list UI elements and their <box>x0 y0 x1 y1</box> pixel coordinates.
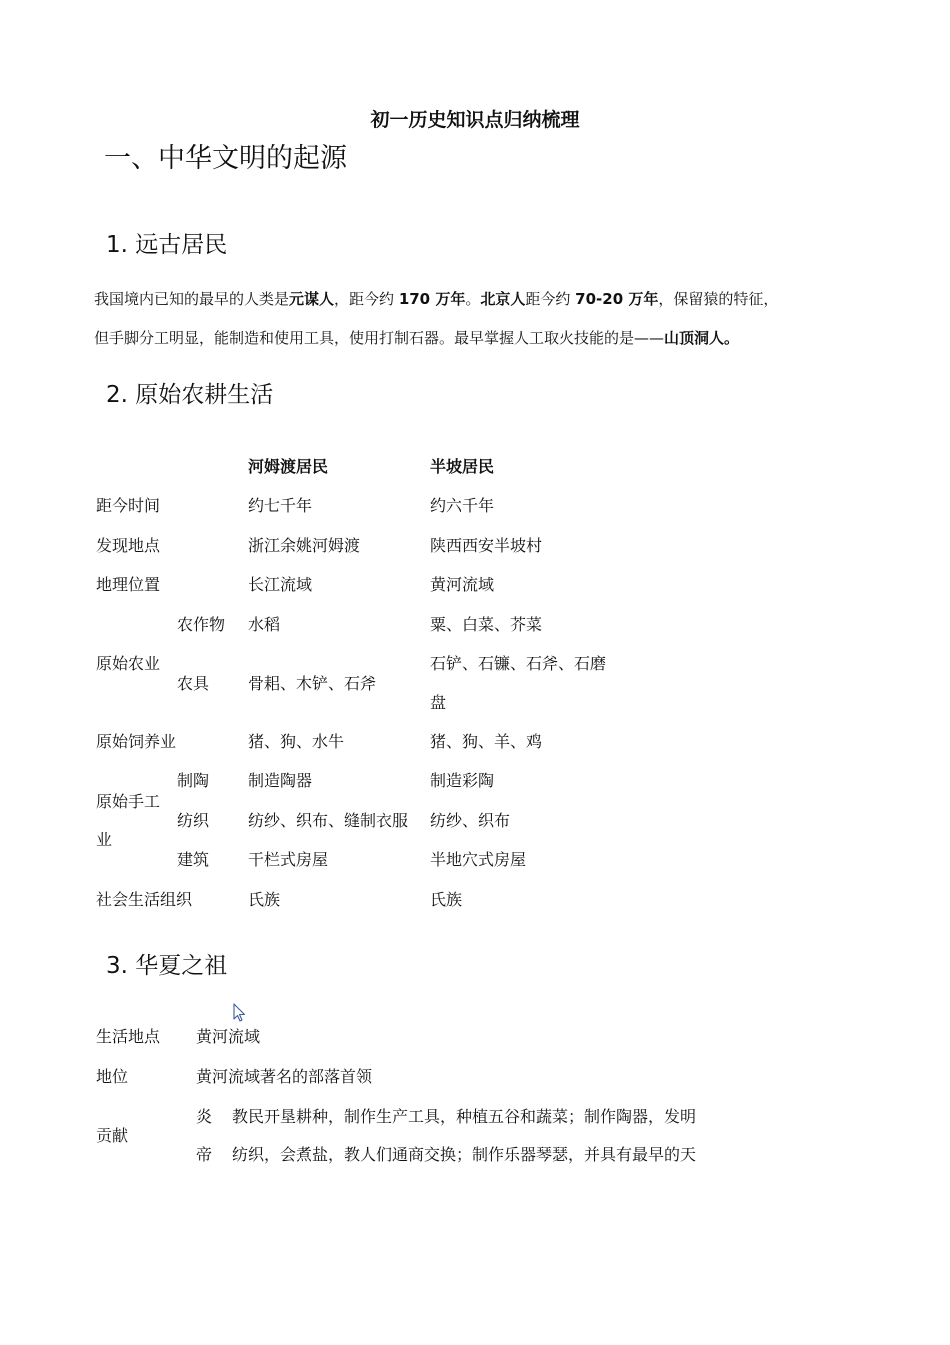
row-label-agriculture: 原始农业 <box>96 654 161 673</box>
row-label-geo: 地理位置 <box>96 575 161 594</box>
sub-label-crops: 农作物 <box>177 615 226 634</box>
text-segment: ，距今约 <box>334 290 399 308</box>
paragraph-ancient-residents-line1 <box>94 280 864 319</box>
text-segment: 我国境内已知的最早的人类是 <box>94 290 290 308</box>
cell-status: 黄河流域著名的部落首领 <box>196 1067 373 1086</box>
sub-label-building: 建筑 <box>177 850 210 869</box>
cell-banpo-pottery: 制造彩陶 <box>430 771 495 790</box>
bold-years-peking: 70-20 万年 <box>575 290 659 308</box>
cell-who-line2: 帝 <box>196 1145 213 1164</box>
cell-hemudu-place: 浙江余姚河姆渡 <box>248 536 361 555</box>
sub-label-weaving: 纺织 <box>177 811 210 830</box>
cell-hemudu-building: 干栏式房屋 <box>248 850 329 869</box>
row-label-living-place: 生活地点 <box>96 1027 161 1046</box>
column-header-hemudu: 河姆渡居民 <box>248 457 329 476</box>
bold-years-yuanmou: 170 万年 <box>398 290 466 308</box>
paragraph-ancient-residents-line2 <box>94 319 864 358</box>
cell-hemudu-husbandry: 猪、狗、水牛 <box>248 732 345 751</box>
text-segment: ，保留猿的特征， <box>658 290 779 308</box>
cell-banpo-place: 陕西西安半坡村 <box>430 536 543 555</box>
cell-living-place: 黄河流域 <box>196 1027 261 1046</box>
row-label-handicraft-line1: 原始手工 <box>96 792 161 811</box>
document-title: 初一历史知识点归纳梳理 <box>370 109 580 131</box>
cell-contribution-line2: 纺织，会煮盐，教人们通商交换；制作乐器琴瑟，并具有最早的天 <box>232 1145 697 1164</box>
row-label-time: 距今时间 <box>96 496 161 515</box>
row-label-husbandry: 原始饲养业 <box>96 732 177 751</box>
section-heading-huaxia-ancestors: 3. 华夏之祖 <box>106 953 228 979</box>
cell-banpo-husbandry: 猪、狗、羊、鸡 <box>430 732 543 751</box>
chapter-heading: 一、中华文明的起源 <box>104 143 347 174</box>
text-segment: 。 <box>465 290 481 308</box>
cell-banpo-building: 半地穴式房屋 <box>430 850 527 869</box>
row-label-handicraft-line2: 业 <box>96 830 113 849</box>
cell-banpo-tools-line1: 石铲、石镰、石斧、石磨 <box>430 654 607 673</box>
cell-hemudu-geo: 长江流域 <box>248 575 313 594</box>
cell-hemudu-society: 氏族 <box>248 890 281 909</box>
cell-banpo-time: 约六千年 <box>430 496 495 515</box>
sub-label-tools: 农具 <box>177 674 210 693</box>
bold-peking-man: 北京人 <box>480 290 526 308</box>
cell-contribution-line1: 教民开垦耕种，制作生产工具，种植五谷和蔬菜；制作陶器，发明 <box>232 1107 697 1126</box>
cell-hemudu-tools: 骨耜、木铲、石斧 <box>248 674 377 693</box>
cell-banpo-geo: 黄河流域 <box>430 575 495 594</box>
cell-hemudu-time: 约七千年 <box>248 496 313 515</box>
cell-who-line1: 炎 <box>196 1107 213 1126</box>
cell-hemudu-weaving: 纺纱、织布、缝制衣服 <box>248 811 409 830</box>
cell-banpo-society: 氏族 <box>430 890 463 909</box>
row-label-place: 发现地点 <box>96 536 161 555</box>
row-label-society: 社会生活组织 <box>96 890 193 909</box>
text-segment: 但手脚分工明显，能制造和使用工具，使用打制石器。最早掌握人工取火技能的是—— <box>94 329 665 347</box>
mouse-pointer-icon <box>233 1003 247 1027</box>
cell-banpo-tools-line2: 盘 <box>430 693 447 712</box>
sub-label-pottery: 制陶 <box>177 771 210 790</box>
bold-upper-cave-man: 山顶洞人。 <box>664 329 740 347</box>
column-header-banpo: 半坡居民 <box>430 457 495 476</box>
section-heading-primitive-farming: 2. 原始农耕生活 <box>106 382 274 408</box>
cell-banpo-crops: 粟、白菜、芥菜 <box>430 615 543 634</box>
cell-banpo-weaving: 纺纱、织布 <box>430 811 511 830</box>
row-label-contribution: 贡献 <box>96 1126 129 1145</box>
cell-hemudu-crops: 水稻 <box>248 615 281 634</box>
cell-hemudu-pottery: 制造陶器 <box>248 771 313 790</box>
row-label-status: 地位 <box>96 1067 129 1086</box>
bold-yuanmou-man: 元谋人 <box>289 290 335 308</box>
section-heading-ancient-residents: 1. 远古居民 <box>106 232 228 258</box>
text-segment: 距今约 <box>525 290 576 308</box>
